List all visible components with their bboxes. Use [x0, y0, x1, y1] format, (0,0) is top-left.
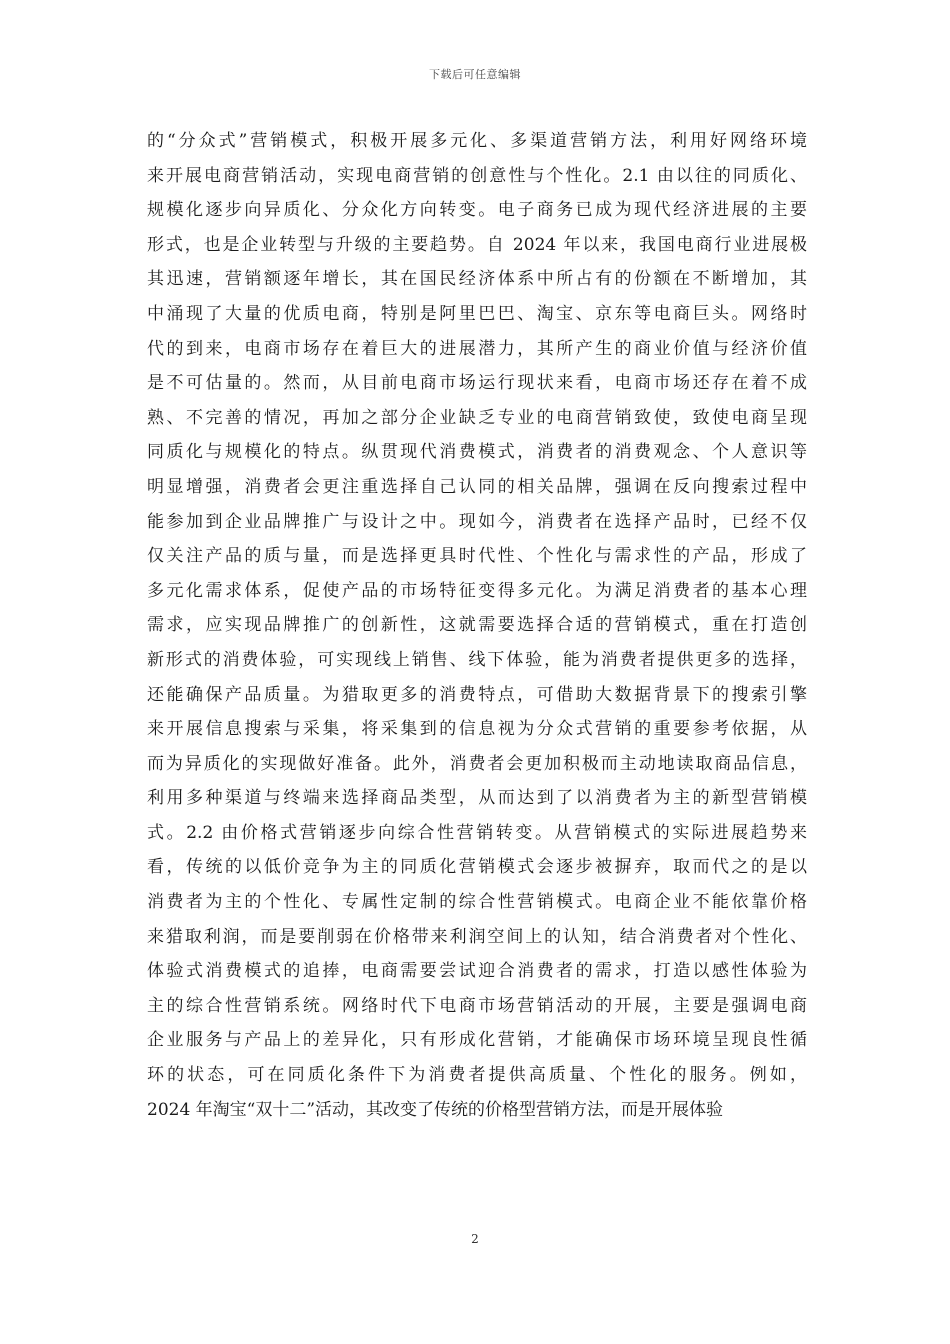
text-line: 中涌现了大量的优质电商，特别是阿里巴巴、淘宝、京东等电商巨头。网络时: [147, 303, 807, 324]
text-line: 多元化需求体系，促使产品的市场特征变得多元化。为满足消费者的基本心理: [147, 580, 807, 601]
text-line: 来开展信息搜索与采集，将采集到的信息视为分众式营销的重要参考依据，从: [147, 719, 807, 740]
text-line: 其迅速，营销额逐年增长，其在国民经济体系中所占有的份额在不断增加，其: [147, 269, 807, 290]
text-line: 需求，应实现品牌推广的创新性，这就需要选择合适的营销模式，重在打造创: [147, 615, 807, 636]
text-line: 而为异质化的实现做好准备。此外，消费者会更加积极而主动地读取商品信息，: [147, 753, 807, 774]
text-line: 式。2.2 由价格式营销逐步向综合性营销转变。从营销模式的实际进展趋势来: [147, 822, 807, 843]
text-line: 还能确保产品质量。为猎取更多的消费特点，可借助大数据背景下的搜索引擎: [147, 684, 807, 705]
text-line: 体验式消费模式的追捧，电商需要尝试迎合消费者的需求，打造以感性体验为: [147, 961, 807, 982]
text-line: 仅关注产品的质与量，而是选择更具时代性、个性化与需求性的产品，形成了: [147, 546, 807, 567]
text-line: 代的到来，电商市场存在着巨大的进展潜力，其所产生的商业价值与经济价值: [147, 338, 807, 359]
text-line: 能参加到企业品牌推广与设计之中。现如今，消费者在选择产品时，已经不仅: [147, 511, 807, 532]
document-body: [147, 124, 807, 1127]
page-header-note: 下载后可任意编辑: [429, 68, 521, 81]
text-line: 来开展电商营销活动，实现电商营销的创意性与个性化。2.1 由以往的同质化、: [147, 165, 807, 186]
page-number: 2: [471, 1232, 479, 1246]
text-line: 同质化与规模化的特点。纵贯现代消费模式，消费者的消费观念、个人意识等: [147, 442, 807, 463]
text-line: 环的状态，可在同质化条件下为消费者提供高质量、个性化的服务。例如，: [147, 1065, 807, 1086]
text-line: 主的综合性营销系统。网络时代下电商市场营销活动的开展，主要是强调电商: [147, 995, 807, 1016]
text-line: 消费者为主的个性化、专属性定制的综合性营销模式。电商企业不能依靠价格: [147, 892, 807, 913]
text-line: 看，传统的以低价竞争为主的同质化营销模式会逐步被摒弃，取而代之的是以: [147, 857, 807, 878]
text-line: 来猎取利润，而是要削弱在价格带来利润空间上的认知，结合消费者对个性化、: [147, 926, 807, 947]
text-line: 2024 年淘宝“双十二”活动，其改变了传统的价格型营销方法，而是开展体验: [147, 1099, 724, 1120]
text-line: 企业服务与产品上的差异化，只有形成化营销，才能确保市场环境呈现良性循: [147, 1030, 807, 1051]
text-line: 新形式的消费体验，可实现线上销售、线下体验，能为消费者提供更多的选择，: [147, 649, 807, 670]
text-line: 利用多种渠道与终端来选择商品类型，从而达到了以消费者为主的新型营销模: [147, 788, 807, 809]
text-line: 明显增强，消费者会更注重选择自己认同的相关品牌，强调在反向搜索过程中: [147, 476, 807, 497]
text-line: 的“分众式”营销模式，积极开展多元化、多渠道营销方法，利用好网络环境: [147, 131, 807, 151]
text-line: 是不可估量的。然而，从目前电商市场运行现状来看，电商市场还存在着不成: [147, 373, 807, 394]
text-line: 熟、不完善的情况，再加之部分企业缺乏专业的电商营销致使，致使电商呈现: [147, 407, 807, 428]
text-line: 规模化逐步向异质化、分众化方向转变。电子商务已成为现代经济进展的主要: [147, 200, 807, 221]
text-line: 形式，也是企业转型与升级的主要趋势。自 2024 年以来，我国电商行业进展极: [147, 234, 807, 255]
